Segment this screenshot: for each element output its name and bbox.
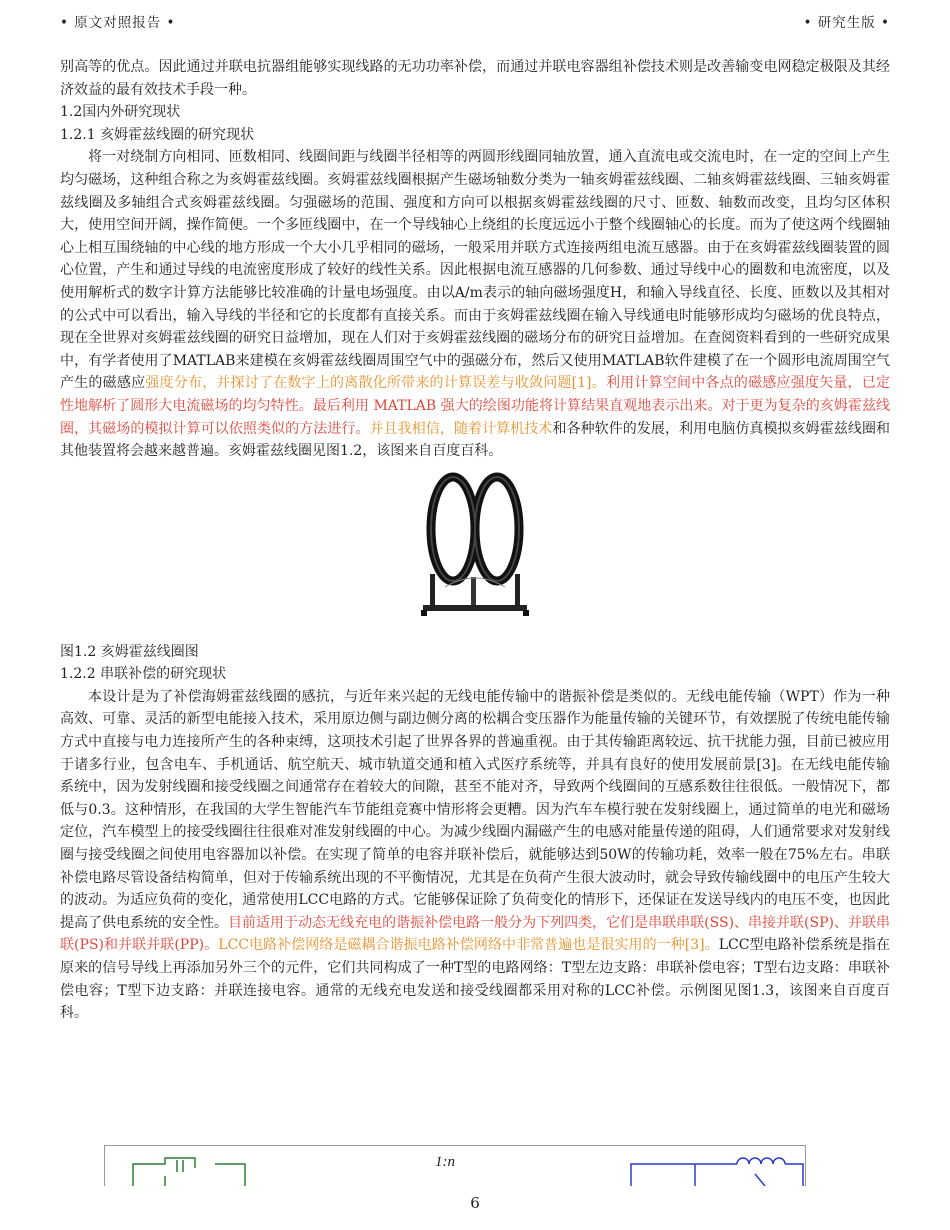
transformer-ratio-label: 1:n bbox=[435, 1154, 455, 1170]
section-heading-1-2-2: 1.2.2 串联补偿的研究现状 bbox=[60, 666, 227, 683]
lcc-circuit-diagram bbox=[104, 1145, 806, 1186]
header-left-label: • 原文对照报告 • bbox=[60, 15, 176, 31]
text-highlight-orange: 并且我相信，随着计算机技术 bbox=[369, 420, 553, 437]
series-compensation-paragraph bbox=[60, 686, 890, 1025]
section-heading-1-2-1: 1.2.1 亥姆霍兹线圈的研究现状 bbox=[60, 126, 255, 143]
intro-paragraph: 别高等的优点。因此通过并联电抗器组能够实现线路的无功功率补偿，而通过并联电容器组补偿技术则是改善输变电网稳定极限及其经济效益的最有效技术手段一种。 bbox=[60, 59, 890, 98]
header-right-label: • 研究生版 • bbox=[803, 15, 890, 31]
text-highlight-red: 利用计算空间中各点的磁感应强度矢量，已定性地解析了圆形大电流磁场的均匀特性。最后利用 MATLAB 强大的绘图功能将计算结果直观地表示出来。对于更为复杂的亥姆霍兹线圈，其磁场的模拟计算可以依照类似的方法进行。 bbox=[60, 375, 890, 437]
page-header bbox=[0, 0, 950, 40]
helmholtz-coil-image bbox=[415, 469, 535, 619]
page-number: 6 bbox=[470, 1194, 480, 1212]
text-normal: 本设计是为了补偿海姆霍兹线圈的感抗，与近年来兴起的无线电能传输中的谐振补偿是类似的。无线电能传输（WPT）作为一种高效、可靠、灵活的新型电能接入技术，采用原边侧与副边侧分离的松耦合变压器作为能量传输的关键环节，有效摆脱了传统电能传输方式中直接与电力连接所产生的各种束缚，这项技术引起了世界各界的普遍重视。由于其传输距离较远、抗干扰能力强，目前已被应用于诸多行业，包含电车、手机通话、航空航天、城市轨道交通和植入式医疗系统等，并具有良好的使用发展前景[3]。在无线电能传输系统中，因为发射线圈和接受线圈之间通常存在着较大的间隙，甚至不能对齐，导致两个线圈间的互感系数往往很低。一般情况下，都低与0.3。这种情形，在我国的大学生智能汽车节能组竞赛中情形将会更糟。因为汽车车模行驶在发射线圈上，通过简单的电光和磁场定位，汽车模型上的接受线圈往往很难对准发射线圈的中心。为减少线圈内漏磁产生的电感对能量传递的阻碍，人们通常要求对发射线圈与接受线圈之间使用电容器加以补偿。在实现了简单的电容并联补偿后，就能够达到50W的传输功耗，效率一般在75%左右。串联补偿电路尽管设备结构简单，但对于传输系统出现的不平衡情况，尤其是在负荷产生很大波动时，就会导致传输线圈中的电压产生较大的波动。为适应负荷的变化，通常使用LCC电路的方式。它能够保证除了负荷变化的情形下，还保证在发送导线内的电压不变，也因此提高了供电系统的安全性。 bbox=[60, 688, 890, 931]
lcc-circuit-svg bbox=[105, 1146, 805, 1186]
text-highlight-red: 目前适用于动态无线充电的谐振补偿电路一般分为下列四类，它们是串联串联(SS)、串接并联(SP)、并联串联(PS)和并联并联(PP)。 bbox=[60, 914, 890, 954]
text-highlight-orange: LCC电路补偿网络是磁耦合谐振电路补偿网络中非常普遍也是很实用的一种[3]。 bbox=[218, 937, 719, 954]
text-normal: 将一对绕制方向相同、匝数相同、线圈间距与线圈半径相等的两圆形线圈同轴放置，通入直流电或交流电时，在一定的空间上产生均匀磁场，这种组合称之为亥姆霍兹线圈。亥姆霍兹线圈根据产生磁场轴数分类为一轴亥姆霍兹线圈、二轴亥姆霍兹线圈、三轴亥姆霍兹线圈及多轴组合式亥姆霍兹线圈。匀强磁场的范围、强度和方向可以根据亥姆霍兹线圈的尺寸、匝数、轴数而改变，且均匀区体积大，使用空间开阔，操作简便。一个多匝线圈中，在一个导线轴心上绕组的长度远远小于整个线圈轴心的长度。而为了使这两个线圈轴心上相互围绕轴的中心线的地方形成一个大小几乎相同的磁场，一般采用并联方式连接两组电流互感器。由于在亥姆霍兹线圈装置的圆心位置，产生和通过导线的电流密度形成了较好的线性关系。因此根据电流互感器的几何参数、通过导线中心的圈数和电流密度，以及使用解析式的数字计算方法能够比较准确的计量电场强度。由以A/m表示的轴向磁场强度H，和输入导线直径、长度、匝数以及其相对的公式中可以看出，输入导线的半径和它的长度都有直接关系。而由于亥姆霍兹线圈在输入导线通电时能够形成均匀磁场的优良特点，现在全世界对亥姆霍兹线圈的研究日益增加，现在人们对于亥姆霍兹线圈的磁场分布的研究日益增加。在查阅资料看到的一些研究成果中，有学者使用了MATLAB来建模在亥姆霍兹线圈周围空气中的强磁分布，然后又使用MATLAB软件建模了在一个圆形电流周围空气产生的磁感应 bbox=[60, 149, 890, 392]
figure-1-2-caption: 图1.2 亥姆霍兹线圈图 bbox=[60, 643, 199, 660]
text-normal: 和各种软件的发展，利用电脑仿真模拟亥姆霍兹线圈和其他装置将会越来越普遍。亥姆霍兹线圈见图1.2，该图来自百度百科。 bbox=[60, 420, 891, 460]
text-highlight-orange: 强度分布，并探讨了在数字上的离散化所带来的计算误差与收敛问题[1]。 bbox=[145, 375, 606, 392]
section-heading-1-2: 1.2国内外研究现状 bbox=[60, 104, 181, 121]
text-normal: LCC型电路补偿系统是指在原来的信号导线上再添加另外三个的元件，它们共同构成了一种T型的电路网络：T型左边支路：串联补偿电容；T型右边支路：串联补偿电容；T型下边支路：并联连接电容。通常的无线充电发送和接受线圈都采用对称的LCC补偿。示例图见图1.3，该图来自百度百科。 bbox=[60, 937, 890, 1022]
document-body bbox=[60, 56, 890, 1025]
helmholtz-paragraph bbox=[60, 146, 890, 462]
